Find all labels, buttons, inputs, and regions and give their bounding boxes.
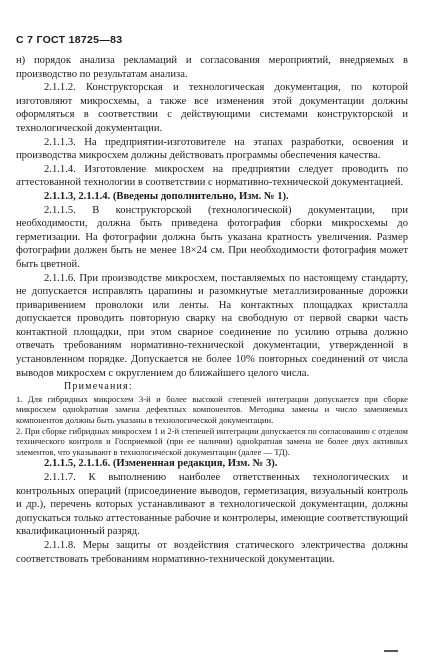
paragraph-2-1-1-3: 2.1.1.3. На предприятии-изготовителе на этапах разработки, освоения и производства микросхем должны действовать программы обеспечения качества.	[16, 136, 408, 162]
paragraph-2-1-1-7: 2.1.1.7. К выполнению наиболее ответственных технологических и контрольных операций (присоединение выводов, герметизация, визуальный контроль и др.), перечень которых устанавливают в технологической документации, должны допускаться только аттестованные рабочие и контролеры, имеющие соответствующий квалификационный разряд.	[16, 472, 408, 538]
paragraph-n: н) порядок анализа рекламаций и согласования мероприятий, внедряемых в производство по результатам анализа.	[16, 55, 408, 80]
notes-heading: Примечания:	[64, 381, 133, 393]
page-header: С 7 ГОСТ 18725—83	[16, 34, 123, 46]
note-2: 2. При сборке гибридных микросхем 1 и 2-й степеней интеграции допускается по согласованию с отделом технического контроля и Госприемкой (при ее наличии) одноkратная замена не более двух активных элементов, что указывают в технологической документации (далее — ТД).	[16, 425, 408, 457]
paragraph-2-1-1-5: 2.1.1.5. В конструкторской (технологической) документации, при необходимости, должна быть приведена фотография сборки микросхемы до герметизации. На фотографии должна быть указана кратность увеличения. Размер фотографии должен быть не менее 18×24 см. При необходимости фотография может быть цветной.	[16, 204, 408, 270]
paragraph-2-1-1-6: 2.1.1.6. При производстве микросхем, поставляемых по настоящему стандарту, не допускается исправлять царапины и разомкнутые металлизированные дорожки приваривением проволоки или ленты. На контактных площадках кристалла допускается проводить повторную сварку на свободную от первой сварки часть контактной площадки, при этом сварное соединение по усилию отрыва должно отвечать требованиям нормативно-технической документации, утвержденной в установленном порядке. Допускается не более 10% повторных соединений от числа выводов микросхем с округлением до ближайшего целого числа.	[16, 272, 408, 379]
document-body	[16, 54, 408, 566]
paragraph-2-1-1-2: 2.1.1.2. Конструкторская и технологическая документация, по которой изготовляют микросхемы, а также все изменения этой документации должны оформляться в соответствии с действующими системами конструкторской и технологической документации.	[16, 82, 408, 134]
paragraph-2-1-1-8: 2.1.1.8. Меры защиты от воздействия статического электричества должны соответствовать требованиям нормативно-технической документации.	[16, 539, 408, 565]
amendment-note-3: 2.1.1.5, 2.1.1.6. (Измененная редакция, Изм. № 3).	[44, 458, 278, 470]
page-corner-mark	[384, 650, 398, 652]
note-1: 1. Для гибридных микросхем 3-й и более высокой степеней интеграции допускается при сборке микросхем одноkратная замена дефектных компонентов. Методика замены и число заменяемых компонентов должны быть указаны в технологической документации.	[16, 393, 408, 426]
amendment-note-1: 2.1.1.3, 2.1.1.4. (Введены дополнительно, Изм. № 1).	[44, 190, 289, 202]
paragraph-2-1-1-4: 2.1.1.4. Изготовление микросхем на предприятии следует проводить по аттестованной технологии в соответствии с нормативно-технической документацией.	[16, 163, 408, 189]
